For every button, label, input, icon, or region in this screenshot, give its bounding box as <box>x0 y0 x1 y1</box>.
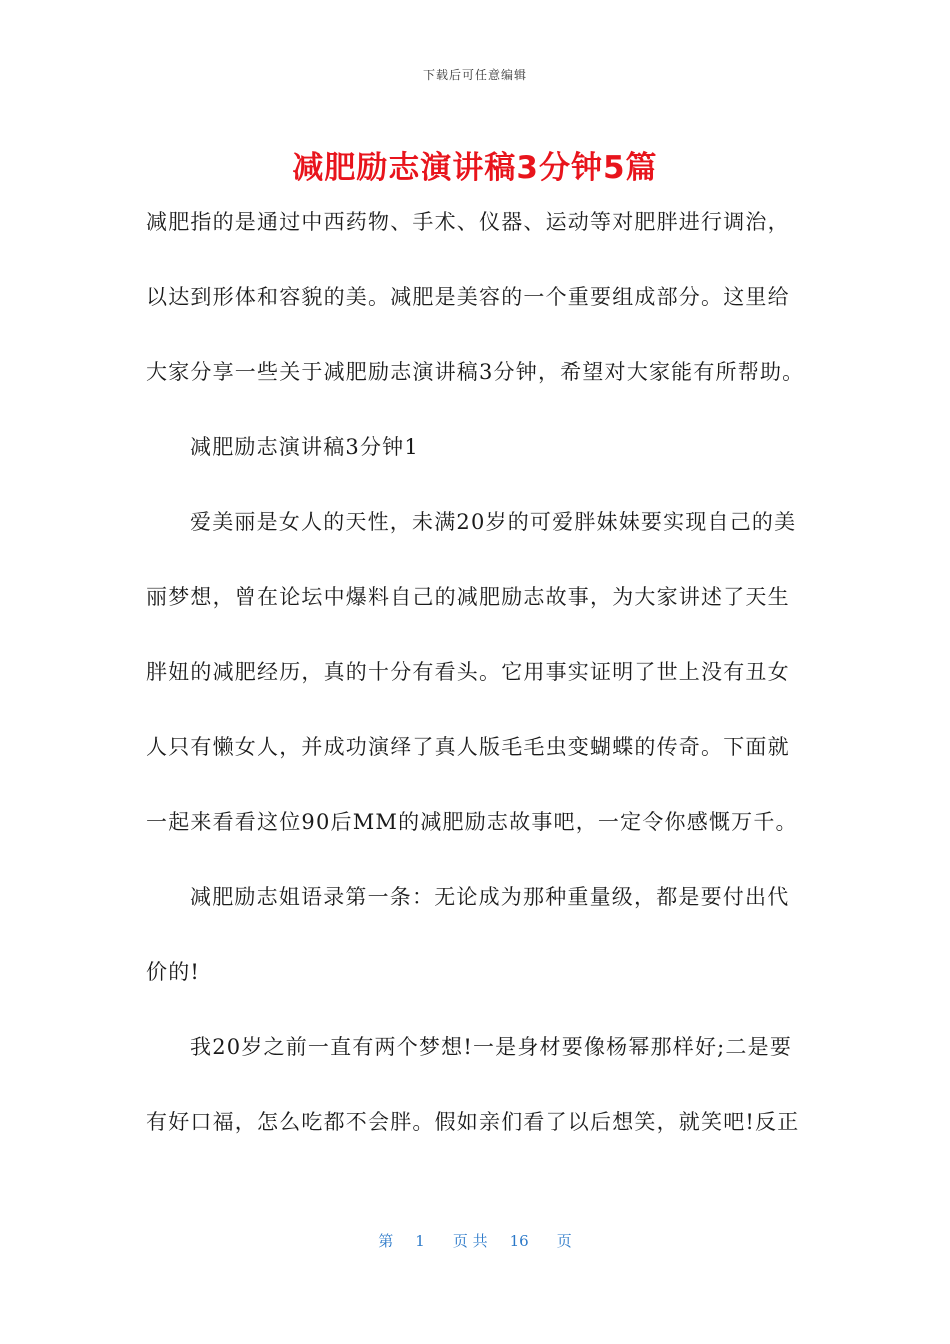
paragraph-line: 我20岁之前一直有两个梦想!一是身材要像杨幂那样好;二是要 <box>190 1035 793 1059</box>
document-body <box>146 185 806 1160</box>
download-note: 下载后可任意编辑 <box>422 68 527 82</box>
paragraph-line: 有好口福，怎么吃都不会胖。假如亲们看了以后想笑，就笑吧!反正 <box>146 1110 800 1134</box>
paragraph-line: 丽梦想，曾在论坛中爆料自己的减肥励志故事，为大家讲述了天生 <box>146 585 790 609</box>
total-pages-number: 16 <box>509 1232 529 1250</box>
footer-prefix: 第 <box>378 1232 394 1250</box>
paragraph-line: 一起来看看这位90后MM的减肥励志故事吧，一定令你感慨万千。 <box>146 810 798 834</box>
paragraph-line: 人只有懒女人，并成功演绎了真人版毛毛虫变蝴蝶的传奇。下面就 <box>146 735 790 759</box>
footer-middle: 页 共 <box>452 1232 488 1250</box>
paragraph-line: 爱美丽是女人的天性，未满20岁的可爱胖妹妹要实现自己的美 <box>190 510 797 534</box>
document-title: 减肥励志演讲稿3分钟5篇 <box>292 150 658 186</box>
section-heading: 减肥励志演讲稿3分钟1 <box>190 435 419 459</box>
current-page-number: 1 <box>415 1232 425 1250</box>
paragraph-line: 价的! <box>146 960 201 984</box>
paragraph-line: 以达到形体和容貌的美。减肥是美容的一个重要组成部分。这里给 <box>146 285 790 309</box>
page-number-footer <box>0 1230 950 1251</box>
paragraph-line: 胖妞的减肥经历，真的十分有看头。它用事实证明了世上没有丑女 <box>146 660 790 684</box>
footer-suffix: 页 <box>556 1232 572 1250</box>
paragraph-line: 减肥指的是通过中西药物、手术、仪器、运动等对肥胖进行调治， <box>146 210 790 234</box>
paragraph-line: 大家分享一些关于减肥励志演讲稿3分钟，希望对大家能有所帮助。 <box>146 360 805 384</box>
paragraph-line: 减肥励志姐语录第一条：无论成为那种重量级，都是要付出代 <box>190 885 790 909</box>
